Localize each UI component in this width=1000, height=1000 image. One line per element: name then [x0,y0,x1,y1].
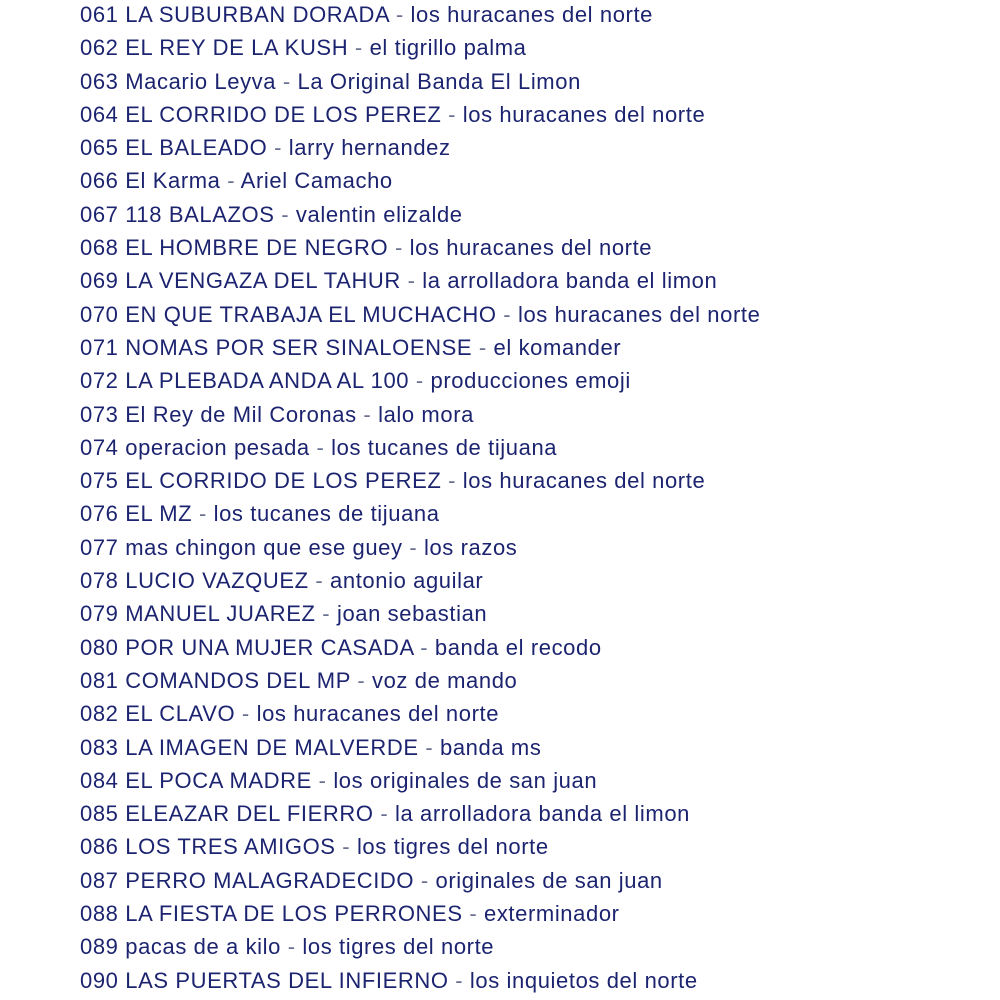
song-title: El Karma [125,168,221,194]
song-number: 088 [80,901,119,927]
song-title: LOS TRES AMIGOS [125,834,336,860]
song-title: LAS PUERTAS DEL INFIERNO [125,967,449,993]
song-list-item [80,467,760,500]
song-list-item [80,401,760,434]
song-list-item [80,334,760,367]
song-artist: los huracanes del norte [409,235,653,261]
song-number: 062 [80,35,119,61]
song-list-item [80,500,760,533]
song-title: EL REY DE LA KUSH [125,35,349,61]
song-artist: los tucanes de tijuana [331,434,558,460]
song-list-item [80,267,760,300]
song-title: EL CORRIDO DE LOS PEREZ [125,468,442,494]
song-title: COMANDOS DEL MP [125,667,351,693]
song-number: 080 [80,634,119,660]
song-artist: banda el recodo [434,634,602,660]
song-title: LA IMAGEN DE MALVERDE [125,734,419,760]
song-title: EL CLAVO [125,701,236,727]
song-artist: exterminador [483,901,620,927]
song-list-item [80,134,760,167]
song-title: mas chingon que ese guey [125,534,403,560]
separator: - [315,568,324,594]
separator: - [425,734,434,760]
song-number: 065 [80,135,119,161]
song-number: 076 [80,501,119,527]
song-number: 084 [80,767,119,793]
separator: - [227,168,236,194]
song-list-item [80,867,760,900]
separator: - [274,135,283,161]
song-number: 082 [80,701,119,727]
song-number: 087 [80,867,119,893]
song-artist: los huracanes del norte [410,2,654,27]
song-title: operacion pesada [125,434,310,460]
song-number: 064 [80,101,119,127]
song-number: 074 [80,434,119,460]
separator: - [380,801,389,827]
song-artist: banda ms [440,734,542,760]
song-artist: antonio aguilar [330,568,484,594]
song-title: LA VENGAZA DEL TAHUR [125,268,401,294]
song-number: 071 [80,334,119,360]
song-number: 072 [80,368,119,394]
separator: - [394,235,403,261]
song-artist: producciones emoji [430,368,631,394]
song-artist: valentin elizalde [295,201,463,227]
song-list-item [80,367,760,400]
song-number: 089 [80,934,119,960]
song-list-item [80,600,760,633]
song-list-item [80,734,760,767]
song-artist: lalo mora [378,401,474,427]
song-title: PERRO MALAGRADECIDO [125,867,415,893]
song-title: LA PLEBADA ANDA AL 100 [125,368,410,394]
song-artist: la arrolladora banda el limon [394,801,690,827]
song-list-item [80,767,760,800]
separator: - [469,901,478,927]
separator: - [478,334,487,360]
song-title: EL CORRIDO DE LOS PEREZ [125,101,442,127]
song-title: NOMAS POR SER SINALOENSE [125,334,473,360]
separator: - [282,68,291,94]
song-artist: larry hernandez [288,135,451,161]
song-list-item [80,101,760,134]
song-artist: la arrolladora banda el limon [422,268,718,294]
song-number: 073 [80,401,119,427]
song-number: 066 [80,168,119,194]
song-artist: los razos [423,534,518,560]
separator: - [407,268,416,294]
song-number: 075 [80,468,119,494]
song-list-item [80,634,760,667]
song-artist: el tigrillo palma [369,35,527,61]
separator: - [409,534,418,560]
separator: - [241,701,250,727]
separator: - [354,35,363,61]
song-number: 070 [80,301,119,327]
song-title: POR UNA MUJER CASADA [125,634,414,660]
song-list-item [80,700,760,733]
separator: - [287,934,296,960]
song-title: EN QUE TRABAJA EL MUCHACHO [125,301,497,327]
song-title: pacas de a kilo [125,934,281,960]
song-number: 067 [80,201,119,227]
song-artist: Ariel Camacho [240,168,393,194]
song-artist: voz de mando [371,667,518,693]
song-title: ELEAZAR DEL FIERRO [125,801,374,827]
song-number: 086 [80,834,119,860]
separator: - [357,667,366,693]
separator: - [455,967,464,993]
separator: - [448,468,457,494]
song-list-item [80,1,760,34]
song-artist: los huracanes del norte [462,468,706,494]
song-title: El Rey de Mil Coronas [125,401,357,427]
separator: - [395,2,404,27]
song-title: Macario Leyva [125,68,277,94]
song-number: 079 [80,601,119,627]
song-list-item [80,434,760,467]
song-artist: joan sebastian [336,601,488,627]
song-artist: los huracanes del norte [462,101,706,127]
song-list-item [80,667,760,700]
song-list-item [80,234,760,267]
song-title: EL POCA MADRE [125,767,312,793]
separator: - [342,834,351,860]
song-title: EL MZ [125,501,193,527]
song-list-item [80,534,760,567]
song-list-item [80,800,760,833]
separator: - [281,201,290,227]
song-list-item [80,967,760,1000]
separator: - [420,867,429,893]
song-artist: los huracanes del norte [517,301,761,327]
song-title: LA FIESTA DE LOS PERRONES [125,901,463,927]
song-title: LUCIO VAZQUEZ [125,568,309,594]
separator: - [415,368,424,394]
song-number: 069 [80,268,119,294]
separator: - [420,634,429,660]
song-number: 061 [80,2,119,27]
song-artist: La Original Banda El Limon [297,68,581,94]
song-list-item [80,567,760,600]
song-artist: los tucanes de tijuana [213,501,440,527]
song-artist: originales de san juan [435,867,663,893]
song-artist: los tigres del norte [302,934,495,960]
song-artist: los originales de san juan [333,767,598,793]
song-list-item [80,167,760,200]
song-list-item [80,833,760,866]
song-number: 083 [80,734,119,760]
song-list-item [80,68,760,101]
separator: - [316,434,325,460]
song-list-item [80,201,760,234]
song-number: 078 [80,568,119,594]
separator: - [322,601,331,627]
song-list-item [80,933,760,966]
song-number: 085 [80,801,119,827]
song-title: MANUEL JUAREZ [125,601,316,627]
separator: - [363,401,372,427]
song-title: 118 BALAZOS [125,201,275,227]
song-artist: el komander [493,334,622,360]
song-list [80,1,760,1000]
song-number: 081 [80,667,119,693]
song-list-item [80,301,760,334]
song-number: 063 [80,68,119,94]
song-number: 068 [80,235,119,261]
song-artist: los inquietos del norte [469,967,698,993]
song-title: LA SUBURBAN DORADA [125,2,390,27]
song-list-item [80,34,760,67]
song-number: 077 [80,534,119,560]
song-title: EL BALEADO [125,135,268,161]
song-artist: los tigres del norte [356,834,549,860]
separator: - [198,501,207,527]
song-title: EL HOMBRE DE NEGRO [125,235,389,261]
separator: - [503,301,512,327]
separator: - [318,767,327,793]
song-list-item [80,900,760,933]
separator: - [448,101,457,127]
song-number: 090 [80,967,119,993]
song-artist: los huracanes del norte [256,701,500,727]
